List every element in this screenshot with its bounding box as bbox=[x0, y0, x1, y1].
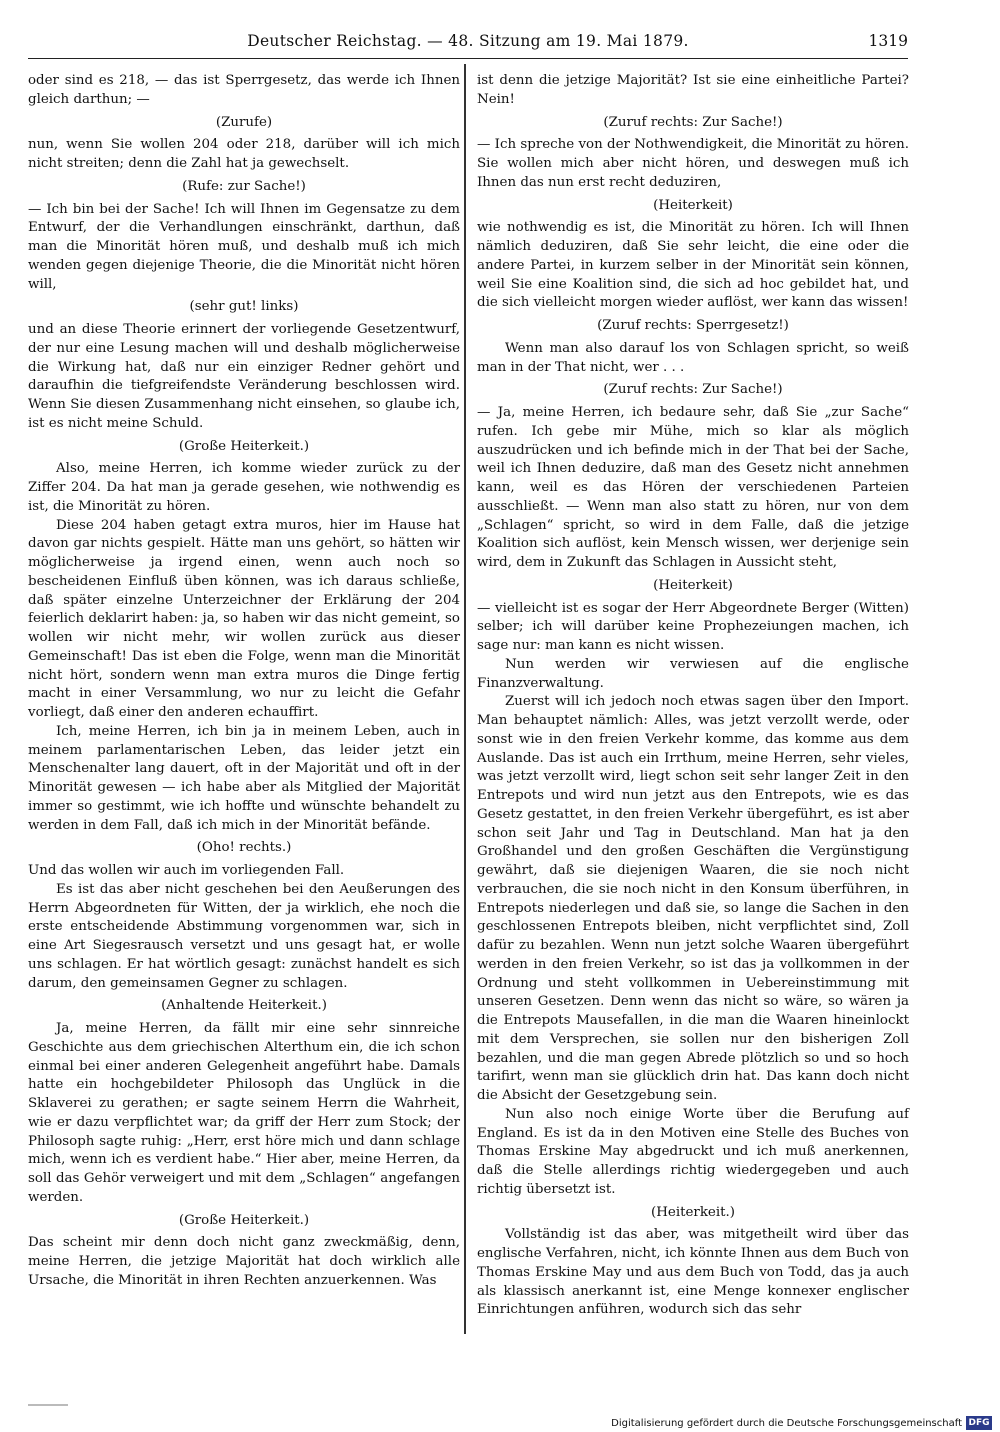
interjection: (Zuruf rechts: Zur Sache!) bbox=[603, 114, 783, 130]
paragraph: Und das wollen wir auch im vorliegenden Fall. bbox=[28, 863, 345, 878]
page-header bbox=[28, 30, 908, 59]
paragraph: — Ich bin bei der Sache! Ich will Ihnen im Gegensatze zu dem Entwurf, der die Verhandlungen einschränkt, darthun, daß man die Minorität hören muß, und deshalb muß ich mich wenden gegen diejenige Theorie, die die Minorität nicht hören will, bbox=[28, 201, 460, 292]
paragraph: oder sind es 218, — das ist Sperrgesetz, das werde ich Ihnen gleich darthun; — bbox=[28, 73, 460, 107]
paragraph: Wenn man also darauf los von Schlagen spricht, so weiß man in der That nicht, wer . . . bbox=[477, 340, 909, 375]
interjection: (Große Heiterkeit.) bbox=[178, 1212, 310, 1228]
paragraph: wie nothwendig es ist, die Minorität zu hören. Ich will Ihnen nämlich deduziren, daß Sie sehr leicht, die eine oder die andere Partei, in kurzem selber in der Minorität sein können, weil Sie eine Koalition sind, die sich ad hoc gebildet hat, und die sich vielleicht morgen wieder auflöst, wer kann das wissen! bbox=[477, 220, 909, 311]
paragraph: Ja, meine Herren, da fällt mir eine sehr sinnreiche Geschichte aus dem griechischen Alterthum ein, die ich schon einmal bei einer anderen Gelegenheit angeführt habe. Damals hatte ein hochgebildeter Philosoph das Unglück in die Sklaverei zu gerathen; er sagte seinem Herrn die Wahrheit, wie er dazu verpflichtet war; da griff der Herr zum Stock; der Philosoph sagte ruhig: „Herr, erst höre mich und dann schlage mich, wenn ich es verdient habe.“ Hier aber, meine Herren, da soll das Gehör verweigert und mit dem „Schlagen“ angefangen werden. bbox=[28, 1021, 460, 1205]
paragraph: ist denn die jetzige Majorität? Ist sie eine einheitliche Partei? Nein! bbox=[477, 73, 909, 107]
dfg-logo: DFG bbox=[966, 1416, 992, 1430]
paragraph: Nun werden wir verwiesen auf die englische Finanzverwaltung. bbox=[477, 656, 909, 691]
footer bbox=[0, 1412, 1000, 1432]
scan-mark bbox=[28, 1404, 68, 1406]
right-column bbox=[477, 72, 909, 1320]
paragraph: Zuerst will ich jedoch noch etwas sagen über den Import. Man behauptet nämlich: Alles, was jetzt verzollt werde, oder sonst wie in den freien Verkehr komme, das komme aus dem Auslande. Das ist auch ein Irrthum, meine Herren, sehr vieles, was jetzt verzollt wird, liegt schon seit sehr langer Zeit in den Entrepots und wird nun jetzt aus den Entrepots, wie es das Gesetz gestattet, in den freien Verkehr übergeführt, es ist aber schon seit Jahr und Tag in Deutschland. Man hat ja den Großhandel und den großen Geschäften die Vergünstigung gewährt, daß sie diejenigen Waaren, die sie noch nicht verbrauchen, die sie noch nicht in den Konsum überführen, in Entrepots niederlegen und daß sie, so lange die Sachen in den geschlossenen Entrepots bleiben, nicht verpflichtet sind, Zoll dafür zu bezahlen. Wenn nun jetzt solche Waaren übergeführt werden in den freien Verkehr, so ist das ja vollkommen in der Ordnung und steht vollkommen in Uebereinstimmung mit unseren Gesetzen. Denn wenn das nicht so wäre, so wären ja die Entrepots Mausefallen, in die man die Waaren hineinlockt mit dem Versprechen, sie sollen nur den bisherigen Zoll bezahlen, und die man gegen Abrede plötzlich so und so hoch tarifirt, wenn man sie glücklich drin hat. Das kann doch nicht die Absicht der Gesetzgebung sein. bbox=[477, 694, 909, 1103]
paragraph: Also, meine Herren, ich komme wieder zurück zu der Ziffer 204. Da hat man ja gerade gesehen, wie nothwendig es ist, die Minorität zu hören. bbox=[28, 461, 460, 514]
footer-credit: Digitalisierung gefördert durch die Deutsche Forschungsgemeinschaft bbox=[611, 1418, 962, 1429]
interjection: (sehr gut! links) bbox=[189, 299, 299, 315]
page-number: 1319 bbox=[868, 32, 908, 50]
paragraph: und an diese Theorie erinnert der vorliegende Gesetzentwurf, der nur eine Lesung machen will und deshalb möglicherweise die Wirkung hat, daß nur ein einziger Redner gehört und daraufhin die tiefgreifendste Veränderung beschlossen wird. Wenn Sie diesen Zusammenhang nicht einsehen, so glaube ich, ist es nicht meine Schuld. bbox=[28, 322, 460, 431]
interjection: (Oho! rechts.) bbox=[196, 840, 292, 856]
interjection: (Zuruf rechts: Sperrgesetz!) bbox=[597, 318, 789, 333]
column-divider bbox=[464, 64, 466, 1334]
interjection: (Anhaltende Heiterkeit.) bbox=[161, 998, 327, 1014]
interjection: (Zuruf rechts: Zur Sache!) bbox=[603, 382, 783, 398]
paragraph: Vollständig ist das aber, was mitgetheilt wird über das englische Verfahren, nicht, ich könnte Ihnen aus dem Buch von Thomas Erskine May und aus dem Buch von Todd, das ja auch als klassisch anerkannt ist, eine Menge konnexer englischer Einrichtungen anführen, wodurch sich das sehr bbox=[477, 1227, 909, 1318]
paragraph: — Ich spreche von der Nothwendigkeit, die Minorität zu hören. Sie wollen mich aber nicht hören, und deswegen muß ich Ihnen das nun erst recht deduziren, bbox=[477, 137, 909, 190]
paragraph: Das scheint mir denn doch nicht ganz zweckmäßig, denn, meine Herren, die jetzige Majorität hat doch wirklich alle Ursache, die Minorität in ihren Rechten anzuerkennen. Was bbox=[28, 1235, 460, 1288]
left-column bbox=[28, 72, 460, 1291]
paragraph: — vielleicht ist es sogar der Herr Abgeordnete Berger (Witten) selber; ich will darüber keine Prophezeiungen machen, ich sage nur: man kann es nicht wissen. bbox=[477, 600, 909, 653]
interjection: (Rufe: zur Sache!) bbox=[182, 178, 306, 194]
paragraph: Es ist das aber nicht geschehen bei den Aeußerungen des Herrn Abgeordneten für Witten, der ja wirklich, ehe noch die erste entscheidende Abstimmung vorgenommen war, sich in eine Art Siegesrausch versetzt und uns gesagt hat, er wolle uns schlagen. Er hat wörtlich gesagt: zunächst handelt es sich darum, den gemeinsamen Gegner zu schlagen. bbox=[28, 881, 460, 991]
paragraph: Diese 204 haben getagt extra muros, hier im Hause hat davon gar nichts gespielt. Hätte man uns gehört, so hätten wir möglicherweise ja irgend einen, wenn auch noch so bescheidenen Einfluß üben können, was ich daraus schließe, daß später einzelne Unterzeichner der Erklärung der 204 feierlich deklarirt haben: ja, so haben wir das nicht gemeint, so wollen wir nicht mehr, wir wollen zurück aus dieser Gemeinschaft! Das ist eben die Folge, wenn man die Minorität nicht hört, sondern wenn man extra muros die Dinge fertig macht in einer Versammlung, wo nur zu leicht die Gefahr vorliegt, daß einer den anderen echauffirt. bbox=[28, 517, 460, 720]
interjection: (Heiterkeit.) bbox=[651, 1204, 735, 1220]
paragraph: Nun also noch einige Worte über die Berufung auf England. Es ist da in den Motiven eine Stelle des Buches von Thomas Erskine May abgedruckt und ich muß anerkennen, daß die Stelle allerdings richtig wiedergegeben und auch richtig übersetzt ist. bbox=[477, 1106, 909, 1197]
header-title: Deutscher Reichstag. — 48. Sitzung am 19. Mai 1879. bbox=[247, 32, 689, 50]
interjection: (Große Heiterkeit.) bbox=[178, 438, 310, 454]
paragraph: nun, wenn Sie wollen 204 oder 218, darüber will ich mich nicht streiten; denn die Zahl hat ja gewechselt. bbox=[28, 137, 460, 171]
paragraph: Ich, meine Herren, ich bin ja in meinem Leben, auch in meinem parlamentarischen Leben, das leider jetzt ein Menschenalter lang dauert, oft in der Majorität und oft in der Minorität gewesen — ich habe aber als Mitglied der Majorität immer so gestimmt, wie ich hoffte und wünschte behandelt zu werden in dem Fall, daß ich mich in der Minorität befände. bbox=[28, 723, 460, 833]
interjection: (Heiterkeit) bbox=[653, 577, 733, 593]
paragraph: — Ja, meine Herren, ich bedaure sehr, daß Sie „zur Sache“ rufen. Ich gebe mir Mühe, mich so klar als möglich auszudrücken und ich befinde mich in der That bei der Sache, weil ich Ihnen deduzire, daß man des Gesetz nicht annehmen kann, weil es das Hören der verschiedenen Parteien ausschließt. — Wenn man also statt zu hören, nur von dem „Schlagen“ spricht, so wird in dem Falle, daß die jetzige Koalition sich auflöst, kein Mensch wissen, wer derjenige sein wird, dem in Zukunft das Schlagen in Aussicht steht, bbox=[477, 405, 909, 570]
interjection: (Zurufe) bbox=[215, 114, 273, 130]
interjection: (Heiterkeit) bbox=[653, 197, 733, 213]
